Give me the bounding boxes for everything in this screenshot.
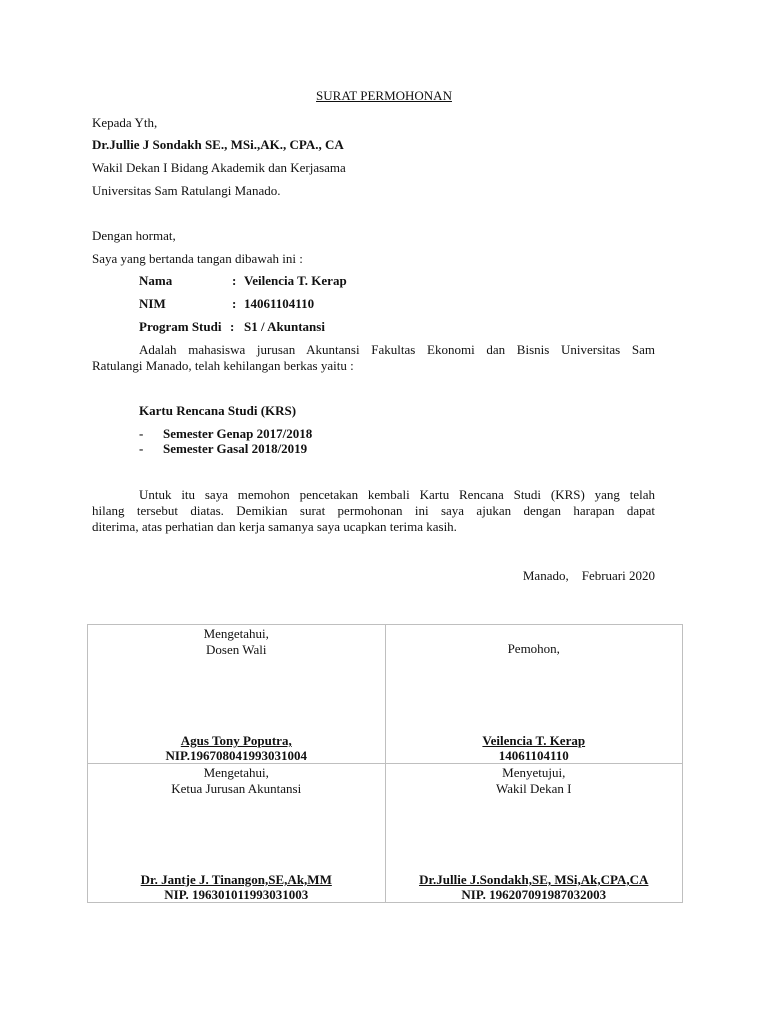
identity-value-nim: 14061104110 (244, 296, 315, 311)
letter-title: SURAT PERMOHONAN (316, 88, 452, 103)
paragraph2-line1: Untuk itu saya memohon pencetakan kembali Kartu Rencana Studi (KRS) yang telah (139, 487, 655, 502)
place-date: Manado, Februari 2020 (522, 568, 655, 583)
semester-item-2: Semester Gasal 2018/2019 (163, 441, 308, 456)
signature-id-3: NIP. 196301011993031003 (164, 887, 309, 902)
identity-separator-name: : (232, 273, 237, 288)
paragraph2-line3: diterima, atas perhatian dan kerja samanya saya ucapkan terima kasih. (92, 519, 457, 534)
semester-item-1: Semester Genap 2017/2018 (163, 426, 313, 441)
signature-position-2: Pemohon, (507, 641, 560, 656)
paragraph1-line1: Adalah mahasiswa jurusan Akuntansi Fakultas Ekonomi dan Bisnis Universitas Sam (139, 342, 655, 357)
semester-bullet-1: - (139, 426, 144, 441)
recipient-salutation: Kepada Yth, (92, 115, 158, 130)
signature-name-3: Dr. Jantje J. Tinangon,SE,Ak,MM (140, 872, 332, 887)
paragraph1-line2: Ratulangi Manado, telah kehilangan berkas yaitu : (92, 358, 354, 373)
greeting: Dengan hormat, (92, 228, 176, 243)
signature-cell-ketua-jurusan (88, 764, 386, 903)
identity-label-nim: NIM (139, 296, 166, 311)
signature-cell-dosen-wali (88, 625, 386, 764)
signature-name-4: Dr.Jullie J.Sondakh,SE, MSi,Ak,CPA,CA (419, 872, 649, 887)
signature-cell-wakil-dekan (385, 764, 683, 903)
identity-value-name: Veilencia T. Kerap (244, 273, 347, 288)
paragraph2-line2: hilang tersebut diatas. Demikian surat permohonan ini saya ajukan dengan harapan dapat (92, 503, 655, 518)
identity-value-program: S1 / Akuntansi (244, 319, 325, 334)
signature-role-1: Mengetahui, (203, 626, 269, 641)
signature-role-4: Menyetujui, (502, 765, 566, 780)
signature-name-2: Veilencia T. Kerap (482, 733, 586, 748)
signature-table (87, 624, 683, 903)
signature-id-1: NIP.196708041993031004 (165, 748, 307, 763)
signature-position-4: Wakil Dekan I (496, 781, 572, 796)
signature-name-1: Agus Tony Poputra, (180, 733, 292, 748)
signature-id-2: 14061104110 (498, 748, 569, 763)
signature-role-3: Mengetahui, (203, 765, 269, 780)
document-name: Kartu Rencana Studi (KRS) (139, 403, 297, 418)
identity-label-program: Program Studi (139, 319, 222, 334)
intro-text: Saya yang bertanda tangan dibawah ini : (92, 251, 303, 266)
identity-separator-program: : (230, 319, 235, 334)
recipient-position: Wakil Dekan I Bidang Akademik dan Kerjasama (92, 160, 346, 175)
identity-separator-nim: : (232, 296, 237, 311)
signature-id-4: NIP. 196207091987032003 (461, 887, 607, 902)
semester-bullet-2: - (139, 441, 144, 456)
recipient-institution: Universitas Sam Ratulangi Manado. (92, 183, 281, 198)
identity-label-name: Nama (139, 273, 173, 288)
signature-position-3: Ketua Jurusan Akuntansi (171, 781, 302, 796)
recipient-name: Dr.Jullie J Sondakh SE., MSi.,AK., CPA., CA (92, 137, 344, 152)
signature-position-1: Dosen Wali (206, 642, 267, 657)
signature-cell-pemohon (385, 625, 683, 764)
